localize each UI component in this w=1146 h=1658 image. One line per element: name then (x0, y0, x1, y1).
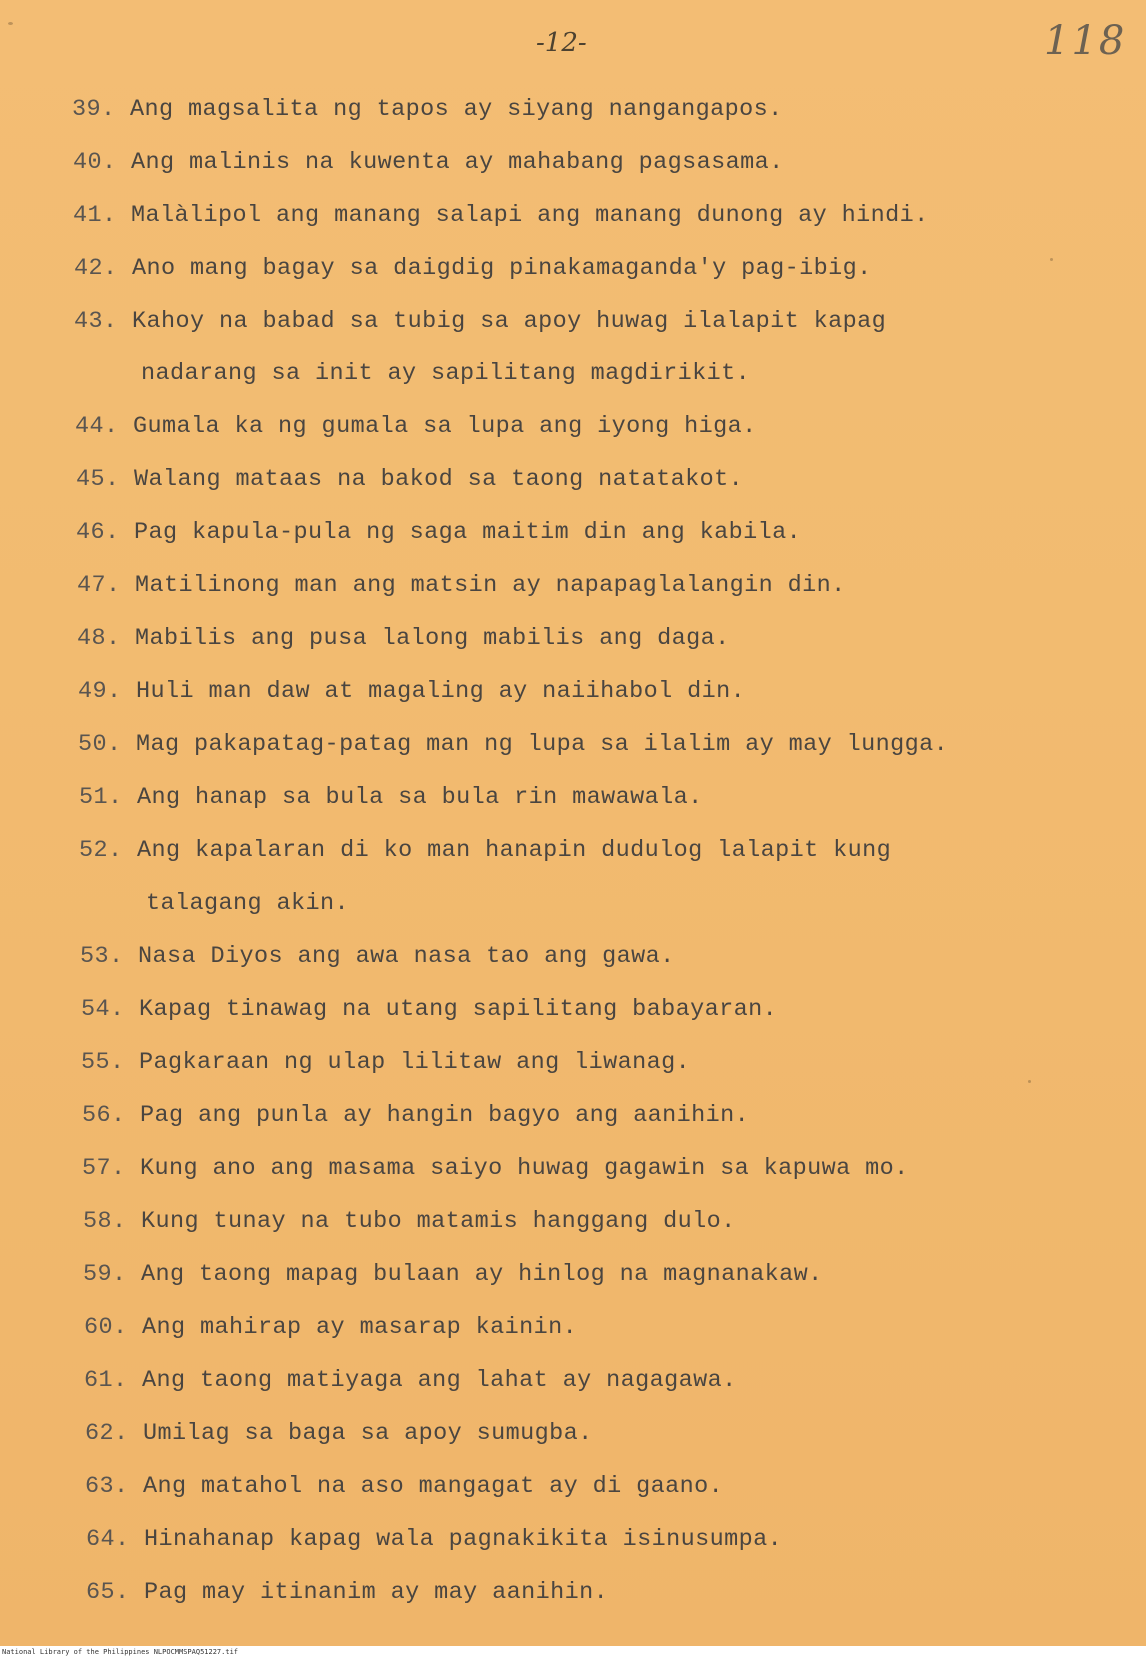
proverb-text: Walang mataas na bakod sa taong natatakot. (134, 466, 744, 493)
proverb-text: Mag pakapatag-patag man ng lupa sa ilalim ay may lungga. (136, 731, 949, 758)
proverb-number: 57. (82, 1155, 126, 1182)
proverb-line (85, 1420, 593, 1447)
proverb-number: 49. (78, 678, 122, 705)
proverb-number: 62. (85, 1420, 129, 1447)
proverb-number: 64. (86, 1526, 130, 1553)
proverb-line (76, 519, 801, 546)
proverb-text: Ang taong matiyaga ang lahat ay nagagawa. (142, 1367, 737, 1394)
proverb-text: Ang matahol na aso mangagat ay di gaano. (143, 1473, 724, 1500)
proverb-continuation-line (146, 890, 349, 917)
proverb-line (78, 731, 948, 758)
proverb-text: Ang malinis na kuwenta ay mahabang pagsasama. (131, 149, 784, 176)
proverb-line (84, 1314, 577, 1341)
proverb-number: 42. (74, 255, 118, 282)
proverb-number: 50. (78, 731, 122, 758)
proverb-text: Ang taong mapag bulaan ay hinlog na magnanakaw. (141, 1261, 823, 1288)
proverb-line (72, 96, 783, 123)
proverb-number: 61. (84, 1367, 128, 1394)
proverb-number: 47. (77, 572, 121, 599)
proverb-line (83, 1208, 736, 1235)
proverb-text: Pag kapula-pula ng saga maitim din ang kabila. (134, 519, 802, 546)
proverb-text: Ano mang bagay sa daigdig pinakamaganda'y pag-ibig. (132, 255, 872, 282)
proverb-text: Huli man daw at magaling ay naiihabol din. (136, 678, 746, 705)
proverb-text: Matilinong man ang matsin ay napapaglalangin din. (135, 572, 846, 599)
proverb-text: Ang magsalita ng tapos ay siyang nangangapos. (130, 96, 783, 123)
proverb-number: 65. (86, 1579, 130, 1606)
proverb-text: Pag ang punla ay hangin bagyo ang aanihin. (140, 1102, 750, 1129)
proverb-text: Kung ano ang masama saiyo huwag gagawin sa kapuwa mo. (140, 1155, 909, 1182)
proverb-number: 44. (75, 413, 119, 440)
proverb-text: Ang mahirap ay masarap kainin. (142, 1314, 578, 1341)
proverb-line (86, 1526, 782, 1553)
proverb-number: 40. (73, 149, 117, 176)
proverb-number: 39. (72, 96, 116, 123)
proverb-number: 63. (85, 1473, 129, 1500)
proverb-line (78, 678, 745, 705)
scan-footer: National Library of the Philippines NLPOCMMSPAQ51227.tif (0, 1646, 1146, 1658)
proverb-line (81, 1049, 690, 1076)
proverb-line (74, 308, 886, 335)
proverb-continuation-line (141, 360, 750, 387)
paper-speck (1028, 1080, 1031, 1083)
proverb-line (79, 784, 703, 811)
proverb-text: nadarang sa init ay sapilitang magdirikit. (141, 360, 751, 387)
proverb-number: 60. (84, 1314, 128, 1341)
paper-speck (8, 22, 13, 25)
proverb-line (76, 466, 743, 493)
proverb-line (77, 572, 846, 599)
proverb-text: Ang kapalaran di ko man hanapin dudulog lalapit kung (137, 837, 892, 864)
proverb-text: Mabilis ang pusa lalong mabilis ang daga. (135, 625, 730, 652)
proverb-text: talagang akin. (146, 890, 350, 917)
proverb-number: 46. (76, 519, 120, 546)
proverb-line (79, 837, 891, 864)
proverb-text: Pagkaraan ng ulap lilitaw ang liwanag. (139, 1049, 691, 1076)
proverb-number: 58. (83, 1208, 127, 1235)
proverb-line (80, 943, 675, 970)
proverb-text: Malàlipol ang manang salapi ang manang dunong ay hindi. (131, 202, 929, 229)
proverb-text: Nasa Diyos ang awa nasa tao ang gawa. (138, 943, 675, 970)
proverb-text: Kapag tinawag na utang sapilitang babayaran. (139, 996, 778, 1023)
proverb-number: 56. (82, 1102, 126, 1129)
proverb-line (83, 1261, 823, 1288)
proverb-number: 43. (74, 308, 118, 335)
proverb-line (84, 1367, 737, 1394)
proverb-line (85, 1473, 723, 1500)
proverb-number: 54. (81, 996, 125, 1023)
proverb-line (81, 996, 777, 1023)
proverb-text: Ang hanap sa bula sa bula rin mawawala. (137, 784, 703, 811)
proverb-text: Hinahanap kapag wala pagnakikita isinusumpa. (144, 1526, 783, 1553)
proverb-number: 55. (81, 1049, 125, 1076)
proverb-line (73, 149, 784, 176)
proverb-text: Kahoy na babad sa tubig sa apoy huwag ilalapit kapag (132, 308, 887, 335)
proverb-line (82, 1102, 749, 1129)
paper-speck (1050, 258, 1053, 261)
proverb-number: 51. (79, 784, 123, 811)
proverb-number: 52. (79, 837, 123, 864)
proverb-line (74, 255, 872, 282)
proverb-number: 41. (73, 202, 117, 229)
page-number: -12- (536, 28, 587, 58)
proverb-text: Umilag sa baga sa apoy sumugba. (143, 1420, 593, 1447)
folio-number: 118 (1044, 18, 1127, 64)
proverb-number: 59. (83, 1261, 127, 1288)
proverb-line (82, 1155, 909, 1182)
proverb-text: Pag may itinanim ay may aanihin. (144, 1579, 609, 1606)
proverb-text: Kung tunay na tubo matamis hanggang dulo. (141, 1208, 736, 1235)
proverb-line (75, 413, 757, 440)
proverb-text: Gumala ka ng gumala sa lupa ang iyong higa. (133, 413, 757, 440)
proverb-number: 45. (76, 466, 120, 493)
proverb-line (86, 1579, 608, 1606)
proverb-number: 48. (77, 625, 121, 652)
proverb-line (73, 202, 929, 229)
proverb-number: 53. (80, 943, 124, 970)
proverb-line (77, 625, 730, 652)
